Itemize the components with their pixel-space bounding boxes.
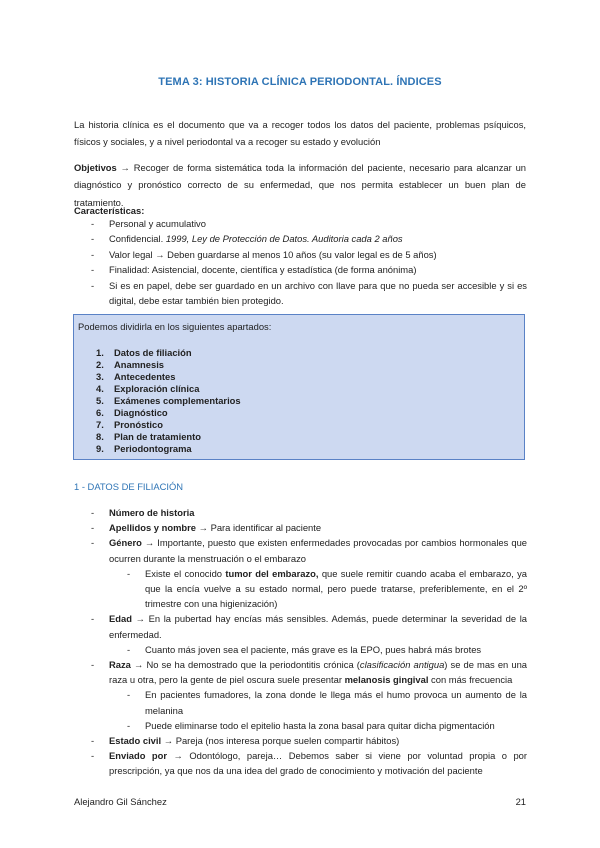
- section-item: [96, 383, 241, 395]
- section-item-number: 4.: [96, 383, 104, 394]
- apellidos-text: → Para identificar al paciente: [196, 522, 322, 534]
- section-item-label: Datos de filiación: [114, 347, 192, 358]
- objectives-arrow: →: [120, 162, 130, 173]
- list-item: [91, 505, 527, 520]
- page-number: 21: [515, 796, 526, 807]
- objectives-text: Recoger de forma sistemática toda la información del paciente, necesario para alcanzar un diagnóstico y pronóstico correcto de su enfermedad, que nos permita establecer un buen plan de tratamiento.: [74, 162, 526, 208]
- section-item: [96, 347, 241, 359]
- melanosis-term: melanosis gingival: [344, 674, 429, 686]
- edad-label: Edad: [109, 613, 132, 625]
- section-item: [96, 371, 241, 383]
- footer-author: Alejandro Gil Sánchez: [74, 796, 167, 807]
- section-item-number: 5.: [96, 395, 104, 406]
- section-item-number: 1.: [96, 347, 104, 358]
- section-item: [96, 431, 241, 443]
- text: ) se de mas en una raza u otra, pero la gente de piel oscura suele presentar: [109, 659, 528, 686]
- section-item-label: Antecedentes: [114, 371, 176, 382]
- list-item: - Si es en papel, debe ser guardado en un archivo con llave para que no pueda ser accesible y si es digital, debe estar también bien protegido.: [91, 278, 527, 309]
- intro-paragraph: La historia clínica es el documento que va a recoger todos los datos del paciente, problemas psíquicos, físicos y sociales, y a nivel periodontal va a recoger su estado y evolución: [74, 119, 526, 148]
- list-item: - Personal y acumulativo: [91, 216, 527, 231]
- section-item-number: 8.: [96, 431, 104, 442]
- historia-label: Número de historia: [109, 507, 195, 518]
- civil-label: Estado civil: [109, 735, 162, 747]
- characteristics-heading: Características:: [74, 205, 145, 216]
- genero-text: → Importante, puesto que existen enfermedades provocadas por cambios hormonales que ocurren durante la menstruación o el embarazo: [109, 537, 527, 564]
- section-item: [96, 395, 241, 407]
- genero-label: Género: [109, 537, 142, 549]
- raza-sublist: [109, 687, 527, 733]
- genero-sublist: [109, 566, 527, 612]
- section-item-label: Periodontograma: [114, 443, 192, 454]
- characteristics-list: [91, 216, 527, 308]
- section-item-label: Anamnesis: [114, 359, 165, 370]
- filiation-list: [91, 505, 527, 779]
- section-item-label: Plan de tratamiento: [114, 431, 201, 442]
- section-item: [96, 419, 241, 431]
- box-intro: Podemos dividirla en los siguientes apartados:: [78, 321, 272, 332]
- list-item-italic: 1999, Ley de Protección de Datos. Auditoria cada 2 años: [165, 233, 403, 245]
- enviado-label: Enviado por: [109, 750, 168, 762]
- list-item: [91, 657, 527, 733]
- edad-sublist: [109, 642, 527, 657]
- edad-text: → En la pubertad hay encías más sensibles. Además, puede determinar la severidad de la enfermedad.: [109, 613, 527, 640]
- text: que suele remitir cuando acaba el embarazo, ya que la encía vuelve a su estado normal, pero puede tratarse, preferiblemente, en el 2º trimestre con una higienización): [145, 567, 527, 610]
- list-item: [91, 733, 527, 748]
- italic-term: clasificación antigua: [359, 659, 445, 671]
- section-item: [96, 407, 241, 419]
- list-item: [91, 611, 527, 657]
- section-item-number: 6.: [96, 407, 104, 418]
- section-heading: 1 - DATOS DE FILIACIÓN: [74, 481, 184, 492]
- section-item-number: 7.: [96, 419, 104, 430]
- section-item-number: 2.: [96, 359, 104, 370]
- list-item: [91, 520, 527, 535]
- text: Existe el conocido: [145, 567, 226, 579]
- list-item: - Cuanto más joven sea el paciente, más grave es la EPO, pues habrá más brotes: [127, 642, 527, 657]
- section-item-label: Pronóstico: [114, 419, 163, 430]
- raza-label: Raza: [109, 659, 131, 671]
- civil-text: → Pareja (nos interesa porque suelen compartir hábitos): [161, 735, 400, 747]
- list-item: [91, 748, 527, 778]
- section-item: [96, 443, 241, 455]
- section-item: [96, 359, 241, 371]
- section-item-number: 3.: [96, 371, 104, 382]
- page-title: TEMA 3: HISTORIA CLÍNICA PERIODONTAL. ÍNDICES: [158, 76, 442, 88]
- list-item: - Valor legal → Deben guardarse al menos 10 años (su valor legal es de 5 años): [91, 247, 527, 262]
- list-item: [127, 566, 527, 612]
- list-item: [91, 231, 527, 246]
- enviado-text: → Odontólogo, pareja… Debemos saber si viene por voluntad propia o por prescripción, ya que nos da una idea del grado de conocimiento y motivación del paciente: [109, 750, 527, 777]
- sections-list: [96, 347, 241, 455]
- tumor-term: tumor del embarazo,: [225, 567, 319, 579]
- text: → No se ha demostrado que la periodontitis crónica (: [130, 659, 360, 671]
- text: con más frecuencia: [428, 674, 513, 686]
- section-item-label: Exámenes complementarios: [114, 395, 241, 406]
- list-item: - Puede eliminarse todo el epitelio hasta la zona basal para quitar dicha pigmentación: [127, 718, 527, 733]
- section-item-label: Exploración clínica: [114, 383, 200, 394]
- sections-box: [73, 314, 525, 460]
- list-item: [91, 535, 527, 611]
- list-item: - Finalidad: Asistencial, docente, científica y estadística (de forma anónima): [91, 262, 527, 277]
- list-item-text: Confidencial.: [109, 233, 166, 245]
- objectives-label: Objetivos: [74, 162, 117, 173]
- list-item: - En pacientes fumadores, la zona donde le llega más el humo provoca un aumento de la melanina: [127, 687, 527, 717]
- section-item-label: Diagnóstico: [114, 407, 168, 418]
- section-item-number: 9.: [96, 443, 104, 454]
- apellidos-label: Apellidos y nombre: [109, 522, 196, 534]
